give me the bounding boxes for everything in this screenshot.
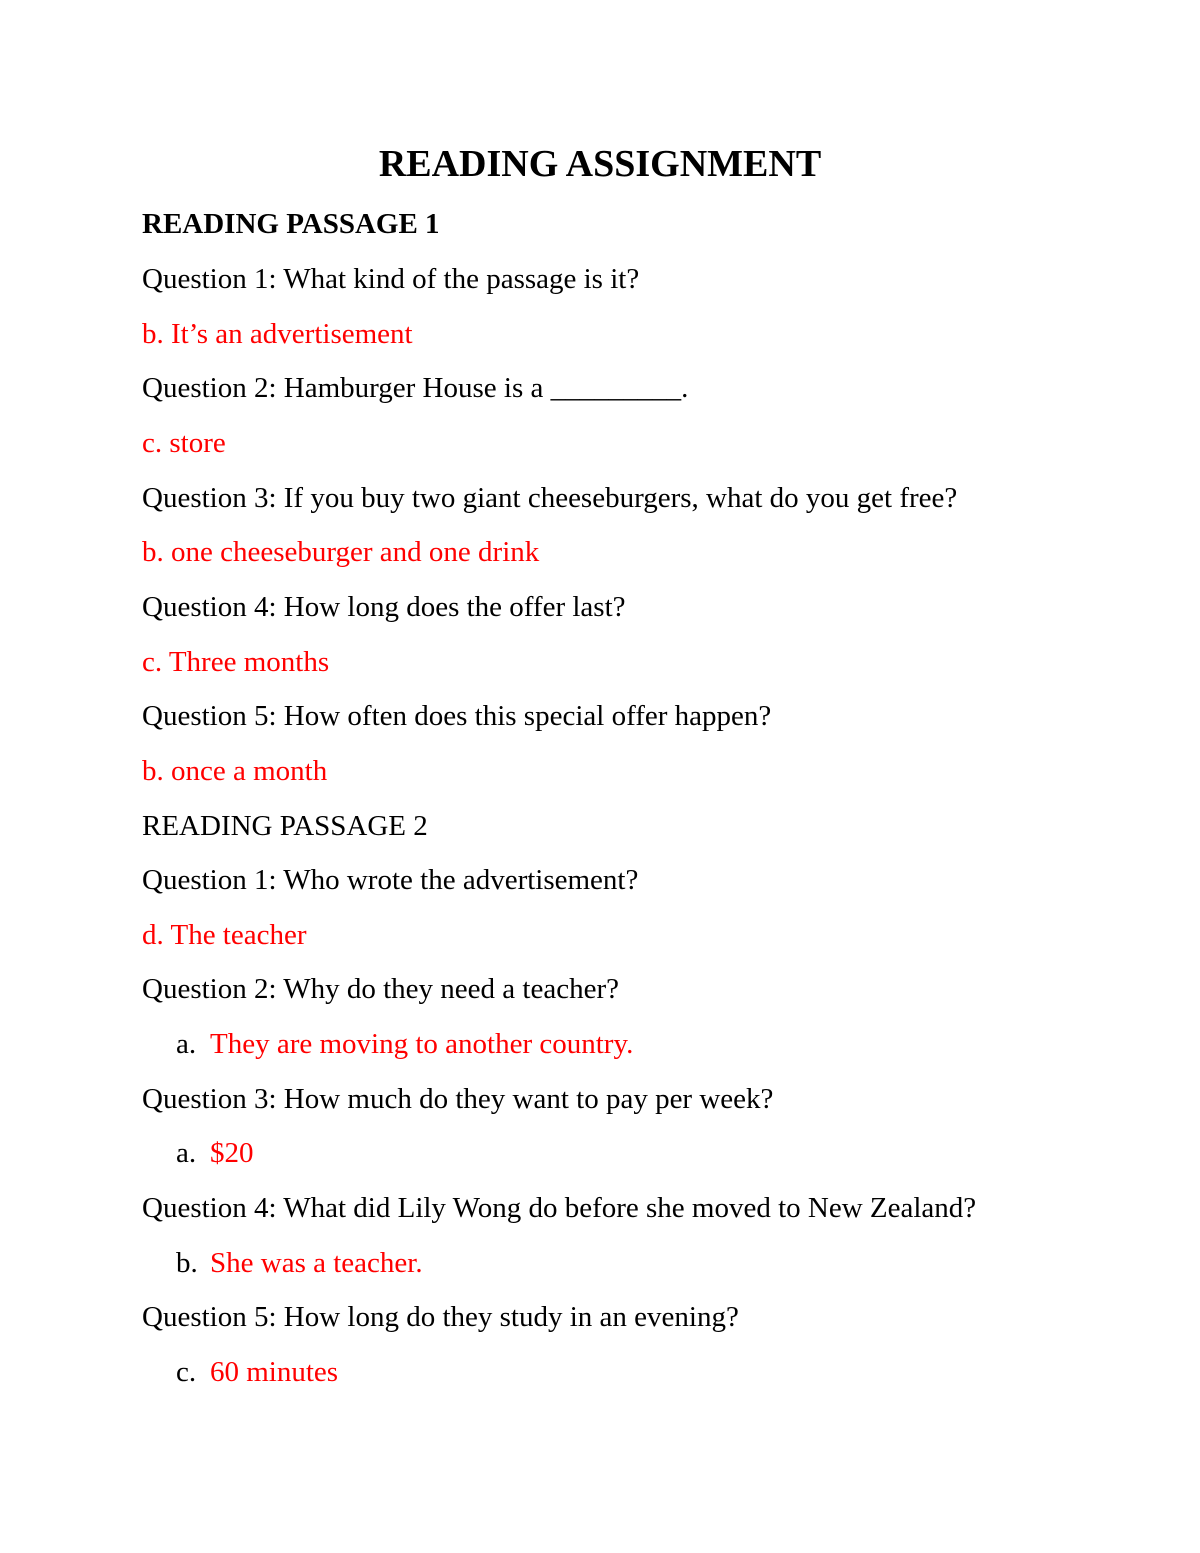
p1-question-4: Question 4: How long does the offer last? xyxy=(142,591,626,623)
p2-answer-3-marker: a. xyxy=(176,1137,197,1169)
p1-answer-1: b. It’s an advertisement xyxy=(142,318,413,350)
p1-answer-4: c. Three months xyxy=(142,646,330,678)
p2-answer-3-row xyxy=(176,1135,254,1171)
p1-question-1: Question 1: What kind of the passage is it? xyxy=(142,263,640,295)
p2-question-3: Question 3: How much do they want to pay per week? xyxy=(142,1083,774,1115)
p2-answer-2: They are moving to another country. xyxy=(210,1028,634,1060)
p2-answer-1: d. The teacher xyxy=(142,919,307,951)
p2-question-1: Question 1: Who wrote the advertisement? xyxy=(142,864,639,896)
p2-answer-4: She was a teacher. xyxy=(210,1247,423,1279)
page-title: READING ASSIGNMENT xyxy=(378,143,822,185)
p2-answer-5-marker: c. xyxy=(176,1356,197,1388)
p1-answer-2: c. store xyxy=(142,427,226,459)
p1-answer-5: b. once a month xyxy=(142,755,328,787)
p2-answer-4-marker: b. xyxy=(176,1247,198,1279)
p2-question-2: Question 2: Why do they need a teacher? xyxy=(142,973,619,1005)
passage-2-heading: READING PASSAGE 2 xyxy=(142,810,428,842)
p1-question-3: Question 3: If you buy two giant cheeseburgers, what do you get free? xyxy=(142,482,958,514)
p2-answer-5-row xyxy=(176,1354,338,1390)
p1-question-5: Question 5: How often does this special offer happen? xyxy=(142,700,772,732)
p2-answer-2-row xyxy=(176,1026,633,1062)
p2-answer-3: $20 xyxy=(210,1137,254,1169)
p2-answer-5: 60 minutes xyxy=(210,1356,339,1388)
p2-question-4: Question 4: What did Lily Wong do before she moved to New Zealand? xyxy=(142,1192,977,1224)
p2-answer-2-marker: a. xyxy=(176,1028,197,1060)
p1-answer-3: b. one cheeseburger and one drink xyxy=(142,536,540,568)
p2-question-5: Question 5: How long do they study in an evening? xyxy=(142,1301,739,1333)
passage-1-heading: READING PASSAGE 1 xyxy=(142,208,440,240)
p2-answer-4-row xyxy=(176,1245,423,1281)
p1-question-2: Question 2: Hamburger House is a _________. xyxy=(142,372,689,404)
